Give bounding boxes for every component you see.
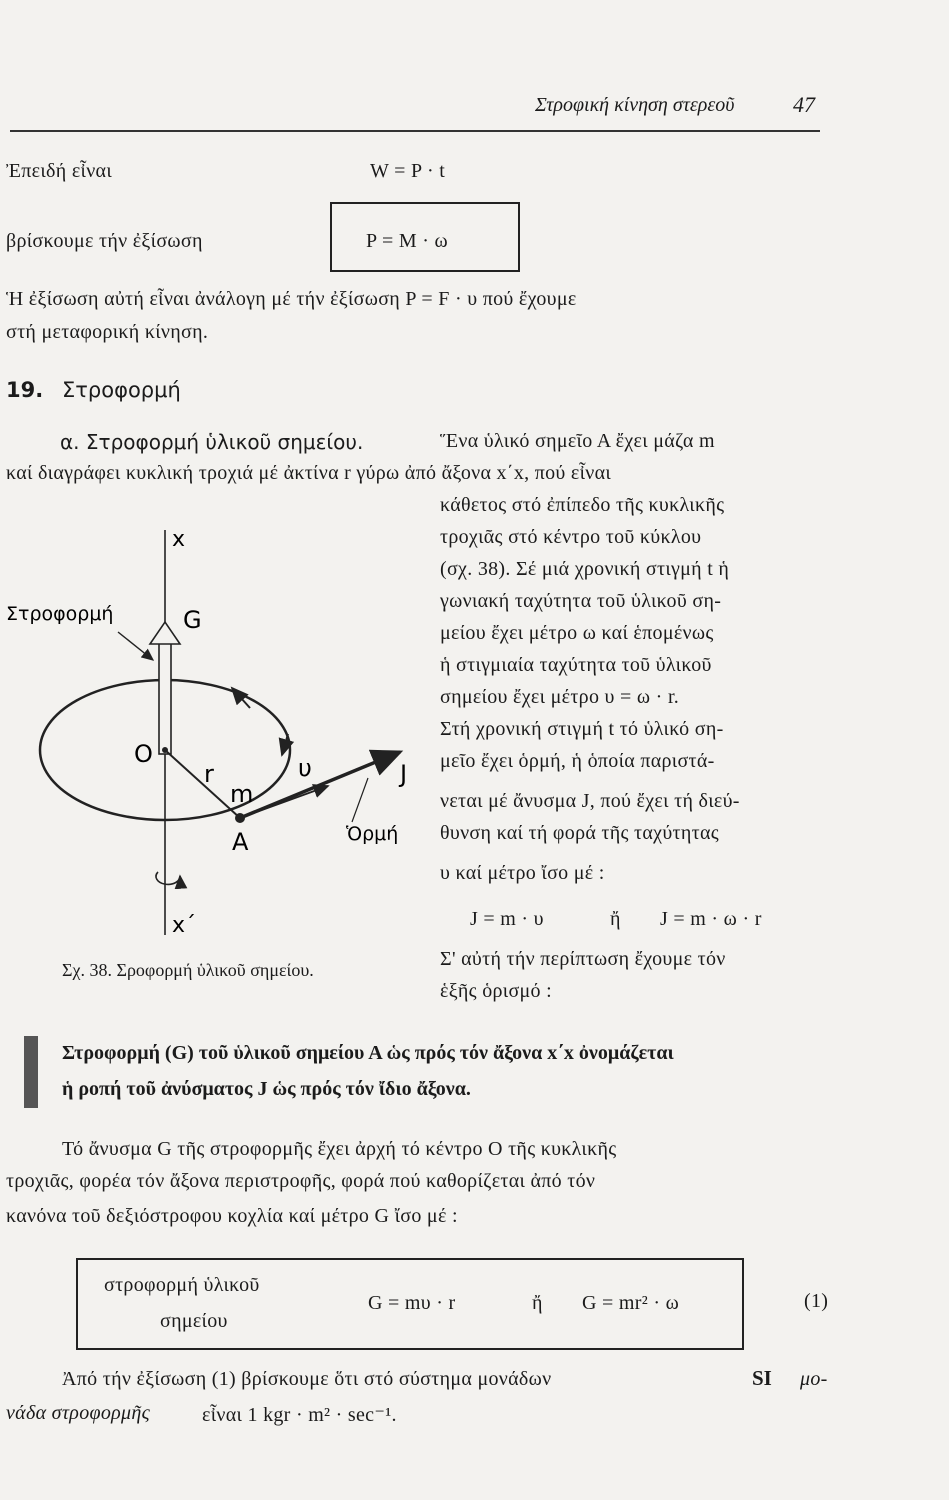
label-angular-momentum: Στροφορμή bbox=[6, 603, 114, 625]
conclusion-line-1a: Ἀπό τήν ἐξίσωση (1) βρίσκουμε ὅτι στό σύστημα μονάδων bbox=[62, 1368, 552, 1390]
since-label: Ἐπειδή εἶναι bbox=[6, 160, 113, 182]
angular-momentum-vector bbox=[159, 642, 171, 754]
conclusion-line-2b: εἶναι 1 kgr · m² · sec⁻¹. bbox=[202, 1404, 397, 1426]
section-number: 19. bbox=[6, 378, 44, 402]
subsection-label: α. Στροφορμή ὑλικοῦ σημείου. bbox=[60, 430, 364, 454]
formula-box-power bbox=[330, 202, 520, 272]
paragraph-line-2: τροχιᾶς, φορέα τόν ἄξονα περιστροφῆς, φορά πού καθορίζεται ἀπό τόν bbox=[6, 1170, 596, 1192]
orbit-direction-arrow bbox=[282, 734, 288, 755]
right-line: μείου ἔχει μέτρο ω καί ἑπομένως bbox=[440, 622, 714, 644]
analogy-line-2: στή μεταφορική κίνηση. bbox=[6, 321, 209, 343]
radius-line bbox=[165, 750, 240, 818]
momentum-formula-left: J = m · υ bbox=[470, 908, 544, 930]
label-u: υ bbox=[298, 754, 312, 782]
conclusion-line-1b: μο- bbox=[800, 1368, 828, 1390]
section-title: Στροφορμή bbox=[62, 378, 181, 402]
label-m: m bbox=[230, 780, 254, 808]
equation-number: (1) bbox=[804, 1290, 829, 1312]
label-J: J bbox=[400, 760, 408, 788]
right-line: νεται μέ ἄνυσμα J, πού ἔχει τή διεύ- bbox=[440, 790, 740, 812]
right-line: Στή χρονική στιγμή t τό ὑλικό ση- bbox=[440, 718, 724, 740]
figure-caption: Σχ. 38. Σροφορμή ὑλικοῦ σημείου. bbox=[62, 960, 314, 980]
right-line: κάθετος στό ἐπίπεδο τῆς κυκλικῆς bbox=[440, 494, 725, 516]
angular-momentum-arrowhead bbox=[150, 622, 180, 644]
label-G: G bbox=[183, 606, 202, 634]
page-number: 47 bbox=[793, 92, 815, 117]
angular-momentum-leader bbox=[118, 632, 153, 660]
after-formula-line-1: Σ' αὐτή τήν περίπτωση ἔχουμε τόν bbox=[440, 948, 726, 970]
right-line: ἡ στιγμιαία ταχύτητα τοῦ ὑλικοῦ bbox=[440, 654, 712, 676]
paragraph-line-1: Τό ἄνυσμα G τῆς στροφορμῆς ἔχει ἀρχή τό κέντρο Ο τῆς κυκλικῆς bbox=[62, 1138, 617, 1160]
analogy-line-1: Ἡ ἐξίσωση αὐτή εἶναι ἀνάλογη μέ τήν ἐξίσωση P = F · υ πού ἔχουμε bbox=[6, 288, 577, 310]
momentum-leader bbox=[352, 778, 368, 822]
boxed-label-line-1: στροφορμή ὑλικοῦ bbox=[104, 1274, 260, 1296]
momentum-formula-or: ἤ bbox=[610, 908, 621, 930]
subsection-line-1: Ἕνα ὑλικό σημεῖο Α ἔχει μάζα m bbox=[440, 430, 715, 452]
boxed-formula-b: G = mr² · ω bbox=[582, 1292, 680, 1314]
boxed-label-line-2: σημείου bbox=[160, 1310, 228, 1332]
rotation-sense-arrow bbox=[156, 872, 180, 884]
running-title: Στροφική κίνηση στερεοῦ bbox=[535, 94, 735, 116]
formula-box-angular-momentum bbox=[76, 1258, 744, 1350]
boxed-formula-power: P = M · ω bbox=[366, 230, 448, 252]
find-label: βρίσκουμε τήν ἐξίσωση bbox=[6, 230, 203, 252]
right-line: θυνση καί τή φορά τῆς ταχύτητας bbox=[440, 822, 719, 844]
right-line: σημείου ἔχει μέτρο υ = ω · r. bbox=[440, 686, 680, 708]
margin-marker bbox=[24, 1036, 38, 1108]
label-r: r bbox=[204, 760, 214, 788]
right-line: (σχ. 38). Σέ μιά χρονική στιγμή t ἡ bbox=[440, 558, 730, 580]
boxed-formula-or: ἤ bbox=[532, 1292, 543, 1314]
subsection-line-2: καί διαγράφει κυκλική τροχιά μέ ἀκτίνα r γύρω ἀπό ἄξονα x΄x, πού εἶναι bbox=[6, 462, 612, 484]
center-point bbox=[162, 747, 168, 753]
definition-line-1: Στροφορμή (G) τοῦ ὑλικοῦ σημείου Α ὡς πρός τόν ἄξονα x΄x ὀνομάζεται bbox=[62, 1042, 674, 1064]
right-line: γωνιακή ταχύτητα τοῦ ὑλικοῦ ση- bbox=[440, 590, 722, 612]
conclusion-si: SI bbox=[752, 1366, 772, 1390]
right-line: υ καί μέτρο ἴσο μέ : bbox=[440, 862, 605, 884]
after-formula-line-2: ἑξῆς ὁρισμό : bbox=[440, 980, 553, 1002]
right-line: μεῖο ἔχει ὁρμή, ἡ ὁποία παριστά- bbox=[440, 750, 715, 772]
conclusion-line-2a: νάδα στροφορμῆς bbox=[6, 1402, 151, 1424]
label-momentum: Ὁρμή bbox=[346, 823, 399, 845]
boxed-formula-a: G = mυ · r bbox=[368, 1292, 456, 1314]
label-x-bottom: x΄ bbox=[172, 913, 197, 938]
right-line: τροχιᾶς στό κέντρο τοῦ κύκλου bbox=[440, 526, 702, 548]
definition-line-2: ἡ ροπή τοῦ ἀνύσματος J ὡς πρός τόν ἴδιο ἄξονα. bbox=[62, 1078, 471, 1100]
label-A: A bbox=[232, 828, 249, 856]
paragraph-line-3: κανόνα τοῦ δεξιόστροφου κοχλία καί μέτρο G ἴσο μέ : bbox=[6, 1205, 458, 1227]
since-formula: W = P · t bbox=[370, 160, 446, 182]
momentum-formula-right: J = m · ω · r bbox=[660, 908, 762, 930]
label-x-top: x bbox=[172, 527, 186, 552]
momentum-vector bbox=[240, 752, 400, 818]
label-O: O bbox=[134, 740, 153, 768]
figure-38 bbox=[0, 510, 430, 950]
header-rule bbox=[10, 130, 820, 132]
